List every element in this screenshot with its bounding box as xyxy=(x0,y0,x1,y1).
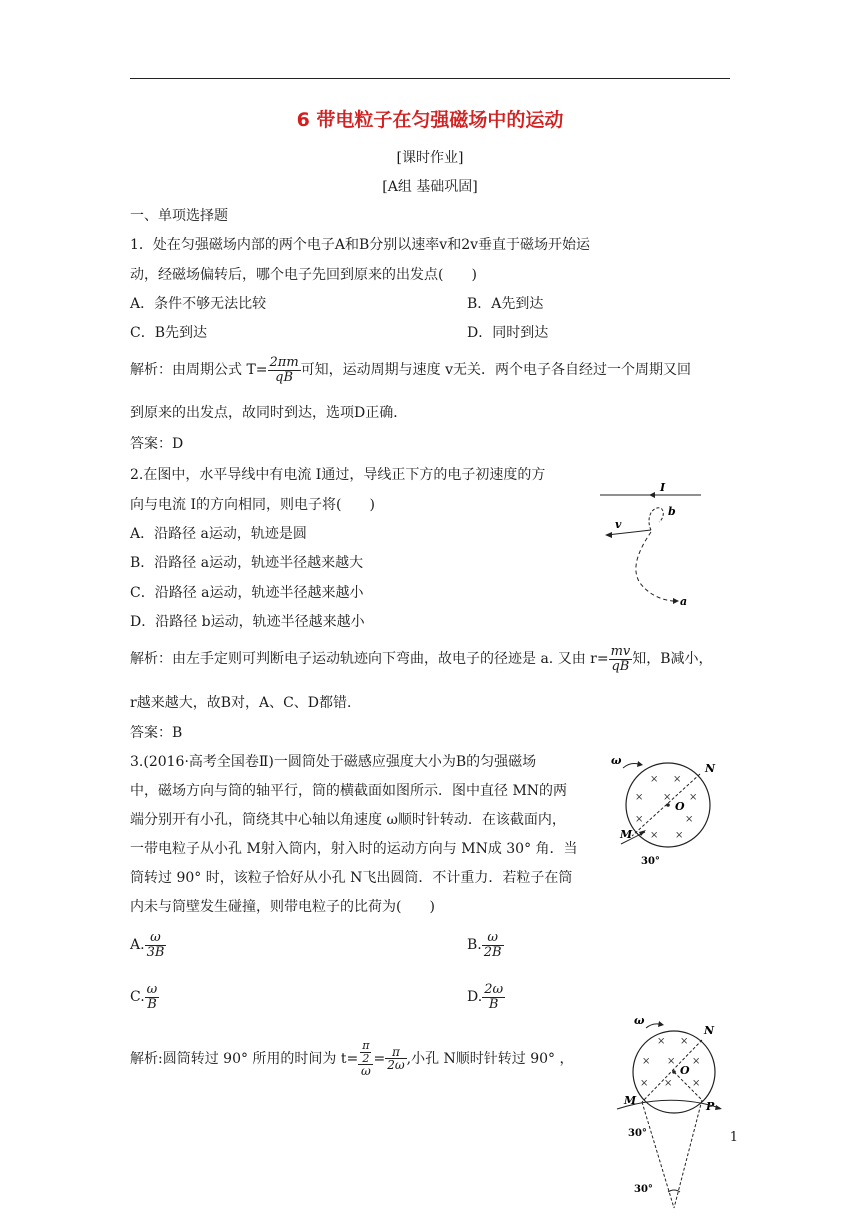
q3-simplified-fraction xyxy=(385,1046,406,1072)
q1-line2: 动，经磁场偏转后，哪个电子先回到原来的出发点( ) xyxy=(130,267,477,283)
diameter-mn xyxy=(642,1040,702,1102)
q1-formula-numerator: 2πm xyxy=(269,355,299,370)
q2-radius-formula xyxy=(609,645,633,673)
rotation-arrowhead xyxy=(637,761,643,767)
velocity-vector xyxy=(607,530,651,535)
q2-solution-suffix: 知，B减小， xyxy=(632,651,713,668)
q3-option-c-denominator: B xyxy=(147,996,157,1012)
arc-arrowhead xyxy=(715,1105,722,1110)
q1-period-formula xyxy=(268,356,301,384)
label-n: N xyxy=(704,1024,715,1037)
q3-solution-suffix: ,小孔 N顺时针转过 90° ， xyxy=(406,1050,574,1067)
page-number: 1 xyxy=(729,1130,738,1145)
label-i: I xyxy=(660,481,666,494)
q3-option-a-fraction xyxy=(145,931,167,959)
svg-text:×: × xyxy=(692,1078,701,1089)
velocity-arrowhead xyxy=(605,532,612,538)
svg-text:×: × xyxy=(650,774,659,785)
angle-label-1: 30° xyxy=(628,1128,647,1139)
svg-text:×: × xyxy=(635,792,644,803)
q3-option-d xyxy=(467,983,505,1011)
q3-option-b-fraction xyxy=(482,931,504,959)
header-rule xyxy=(130,78,730,79)
page-title: 6 带电粒子在匀强磁场中的运动 xyxy=(296,109,564,131)
label-a: a xyxy=(680,595,688,608)
q3-option-c-numerator: ω xyxy=(146,982,158,997)
svg-text:×: × xyxy=(657,1036,666,1047)
svg-text:×: × xyxy=(673,774,682,785)
q1-option-a: A．条件不够无法比较 xyxy=(130,296,267,312)
angle-label: 30° xyxy=(641,856,660,867)
q3-simplified-numerator: π xyxy=(385,1046,406,1060)
current-arrow xyxy=(649,492,655,498)
q3-time-formula xyxy=(358,1040,373,1078)
group-label: [A组 基础巩固] xyxy=(382,179,478,195)
q3-line2: 中，磁场方向与筒的轴平行，筒的横截面如图所示．图中直径 MN的两 xyxy=(130,783,568,799)
label-o: O xyxy=(675,800,685,813)
q1-solution-suffix: 可知，运动周期与速度 v无关．两个电子各自经过一个周期又回 xyxy=(300,362,692,379)
label-o: O xyxy=(680,1064,690,1077)
q2-solution-prefix: 解析：由左手定则可判断电子运动轨迹向下弯曲，故电子的径迹是 a. 又由 r= xyxy=(130,651,609,668)
q3-solution xyxy=(130,1040,574,1078)
rotation-arrowhead xyxy=(658,1021,664,1027)
field-markers xyxy=(640,1036,700,1089)
q3-option-b-label: B. xyxy=(467,937,482,954)
q3-compound-denominator: ω xyxy=(360,1064,371,1079)
svg-text:×: × xyxy=(667,1056,676,1067)
q3-option-b-numerator: ω xyxy=(482,931,504,946)
q3-option-b xyxy=(467,931,504,959)
q3-option-d-label: D. xyxy=(467,989,483,1006)
q2-option-a: A．沿路径 a运动，轨迹是圆 xyxy=(130,526,307,542)
q1-solution-prefix: 解析：由周期公式 T= xyxy=(130,362,268,379)
omega-label: ω xyxy=(611,754,622,767)
svg-text:×: × xyxy=(680,1036,689,1047)
q2-formula-numerator: mv xyxy=(610,644,631,659)
q3-option-b-denominator: 2B xyxy=(483,944,502,960)
svg-text:×: × xyxy=(663,792,672,803)
q3-option-a-denominator: 3B xyxy=(146,944,165,960)
q3-option-a-label: A. xyxy=(130,937,145,954)
svg-text:×: × xyxy=(685,814,694,825)
q1-option-b: B．A先到达 xyxy=(467,296,544,312)
q3-option-d-numerator: 2ω xyxy=(484,982,504,997)
diameter-mn xyxy=(632,774,700,836)
label-n: N xyxy=(705,762,716,775)
q3-option-a-numerator: ω xyxy=(145,931,167,946)
q2-option-b: B．沿路径 a运动，轨迹半径越来越大 xyxy=(130,555,364,571)
label-p: P xyxy=(706,1100,715,1113)
q3-figure-1 xyxy=(605,752,730,870)
q3-inner-denominator: 2 xyxy=(362,1051,370,1065)
entry-arrowhead xyxy=(639,830,646,836)
svg-text:×: × xyxy=(642,1056,651,1067)
svg-text:×: × xyxy=(640,1078,649,1089)
svg-text:×: × xyxy=(675,830,684,841)
q3-inner-fraction xyxy=(360,1040,371,1064)
q3-solution-prefix: 解析:圆筒转过 90° 所用的时间为 t= xyxy=(130,1050,359,1067)
label-m: M xyxy=(620,828,633,841)
svg-text:×: × xyxy=(689,792,698,803)
svg-text:×: × xyxy=(635,814,644,825)
center-dot xyxy=(666,803,670,807)
q1-formula-denominator: qB xyxy=(275,369,294,385)
path-a-arrow xyxy=(673,598,679,604)
q2-line1: 2.在图中，水平导线中有电流 I通过，导线正下方的电子初速度的方 xyxy=(130,467,546,483)
q3-figure-2 xyxy=(612,1012,730,1216)
path-b xyxy=(649,508,663,530)
q2-formula-denominator: qB xyxy=(611,658,630,674)
q1-line1: 1．处在匀强磁场内部的两个电子A和B分别以速率v和2v垂直于磁场开始运 xyxy=(130,237,591,253)
q3-line5: 筒转过 90° 时，该粒子恰好从小孔 N飞出圆筒．不计重力．若粒子在筒 xyxy=(130,870,573,886)
subtitle: [课时作业] xyxy=(396,150,464,166)
q3-option-d-denominator: B xyxy=(488,996,499,1012)
q3-line1: 3.(2016·高考全国卷Ⅱ)一圆筒处于磁感应强度大小为B的匀强磁场 xyxy=(130,754,537,770)
q2-solution xyxy=(130,645,713,673)
q1-answer: 答案：D xyxy=(130,436,184,452)
label-b: b xyxy=(668,505,676,518)
q3-line3: 端分别开有小孔，筒绕其中心轴以角速度 ω顺时针转动．在该截面内， xyxy=(130,812,566,828)
svg-text:×: × xyxy=(650,830,659,841)
rotation-arrow xyxy=(623,764,638,769)
q3-option-d-fraction xyxy=(482,983,505,1011)
section-heading: 一、单项选择题 xyxy=(130,208,228,224)
svg-text:×: × xyxy=(664,1078,673,1089)
q2-option-c: C．沿路径 a运动，轨迹半径越来越小 xyxy=(130,585,364,601)
q2-figure xyxy=(595,478,710,610)
q3-option-a xyxy=(130,931,166,959)
svg-text:×: × xyxy=(692,1056,701,1067)
q3-line4: 一带电粒子从小孔 M射入筒内，射入时的运动方向与 MN成 30° 角．当 xyxy=(130,841,578,857)
trajectory-radius-2 xyxy=(674,1100,702,1208)
q1-solution-line2: 到原来的出发点，故同时到达，选项D正确． xyxy=(130,405,408,421)
q2-answer: 答案：B xyxy=(130,725,183,741)
q3-option-c-fraction xyxy=(145,983,160,1011)
q3-line6: 内未与筒壁发生碰撞，则带电粒子的比荷为( ) xyxy=(130,899,435,915)
q3-compound-numerator xyxy=(358,1040,373,1065)
q3-option-c xyxy=(130,983,159,1011)
path-a xyxy=(636,532,673,601)
q3-equals-sign: = xyxy=(373,1050,386,1067)
rotation-arrow xyxy=(646,1024,659,1028)
label-v: v xyxy=(615,518,622,531)
angle-arc xyxy=(668,1190,680,1192)
q3-inner-numerator: π xyxy=(362,1039,370,1052)
q1-option-c: C．B先到达 xyxy=(130,325,207,341)
q1-option-d: D．同时到达 xyxy=(467,325,549,341)
q2-option-d: D．沿路径 b运动，轨迹半径越来越小 xyxy=(130,614,365,630)
q3-simplified-denominator: 2ω xyxy=(387,1058,405,1073)
omega-label: ω xyxy=(634,1014,645,1027)
angle-label-2: 30° xyxy=(634,1184,653,1195)
q3-option-c-label: C. xyxy=(130,989,145,1006)
q2-solution-line2: r越来越大，故B对，A、C、D都错． xyxy=(130,695,362,711)
label-m: M xyxy=(624,1094,637,1107)
q1-solution xyxy=(130,356,691,384)
q2-line2: 向与电流 I的方向相同，则电子将( ) xyxy=(130,497,375,513)
